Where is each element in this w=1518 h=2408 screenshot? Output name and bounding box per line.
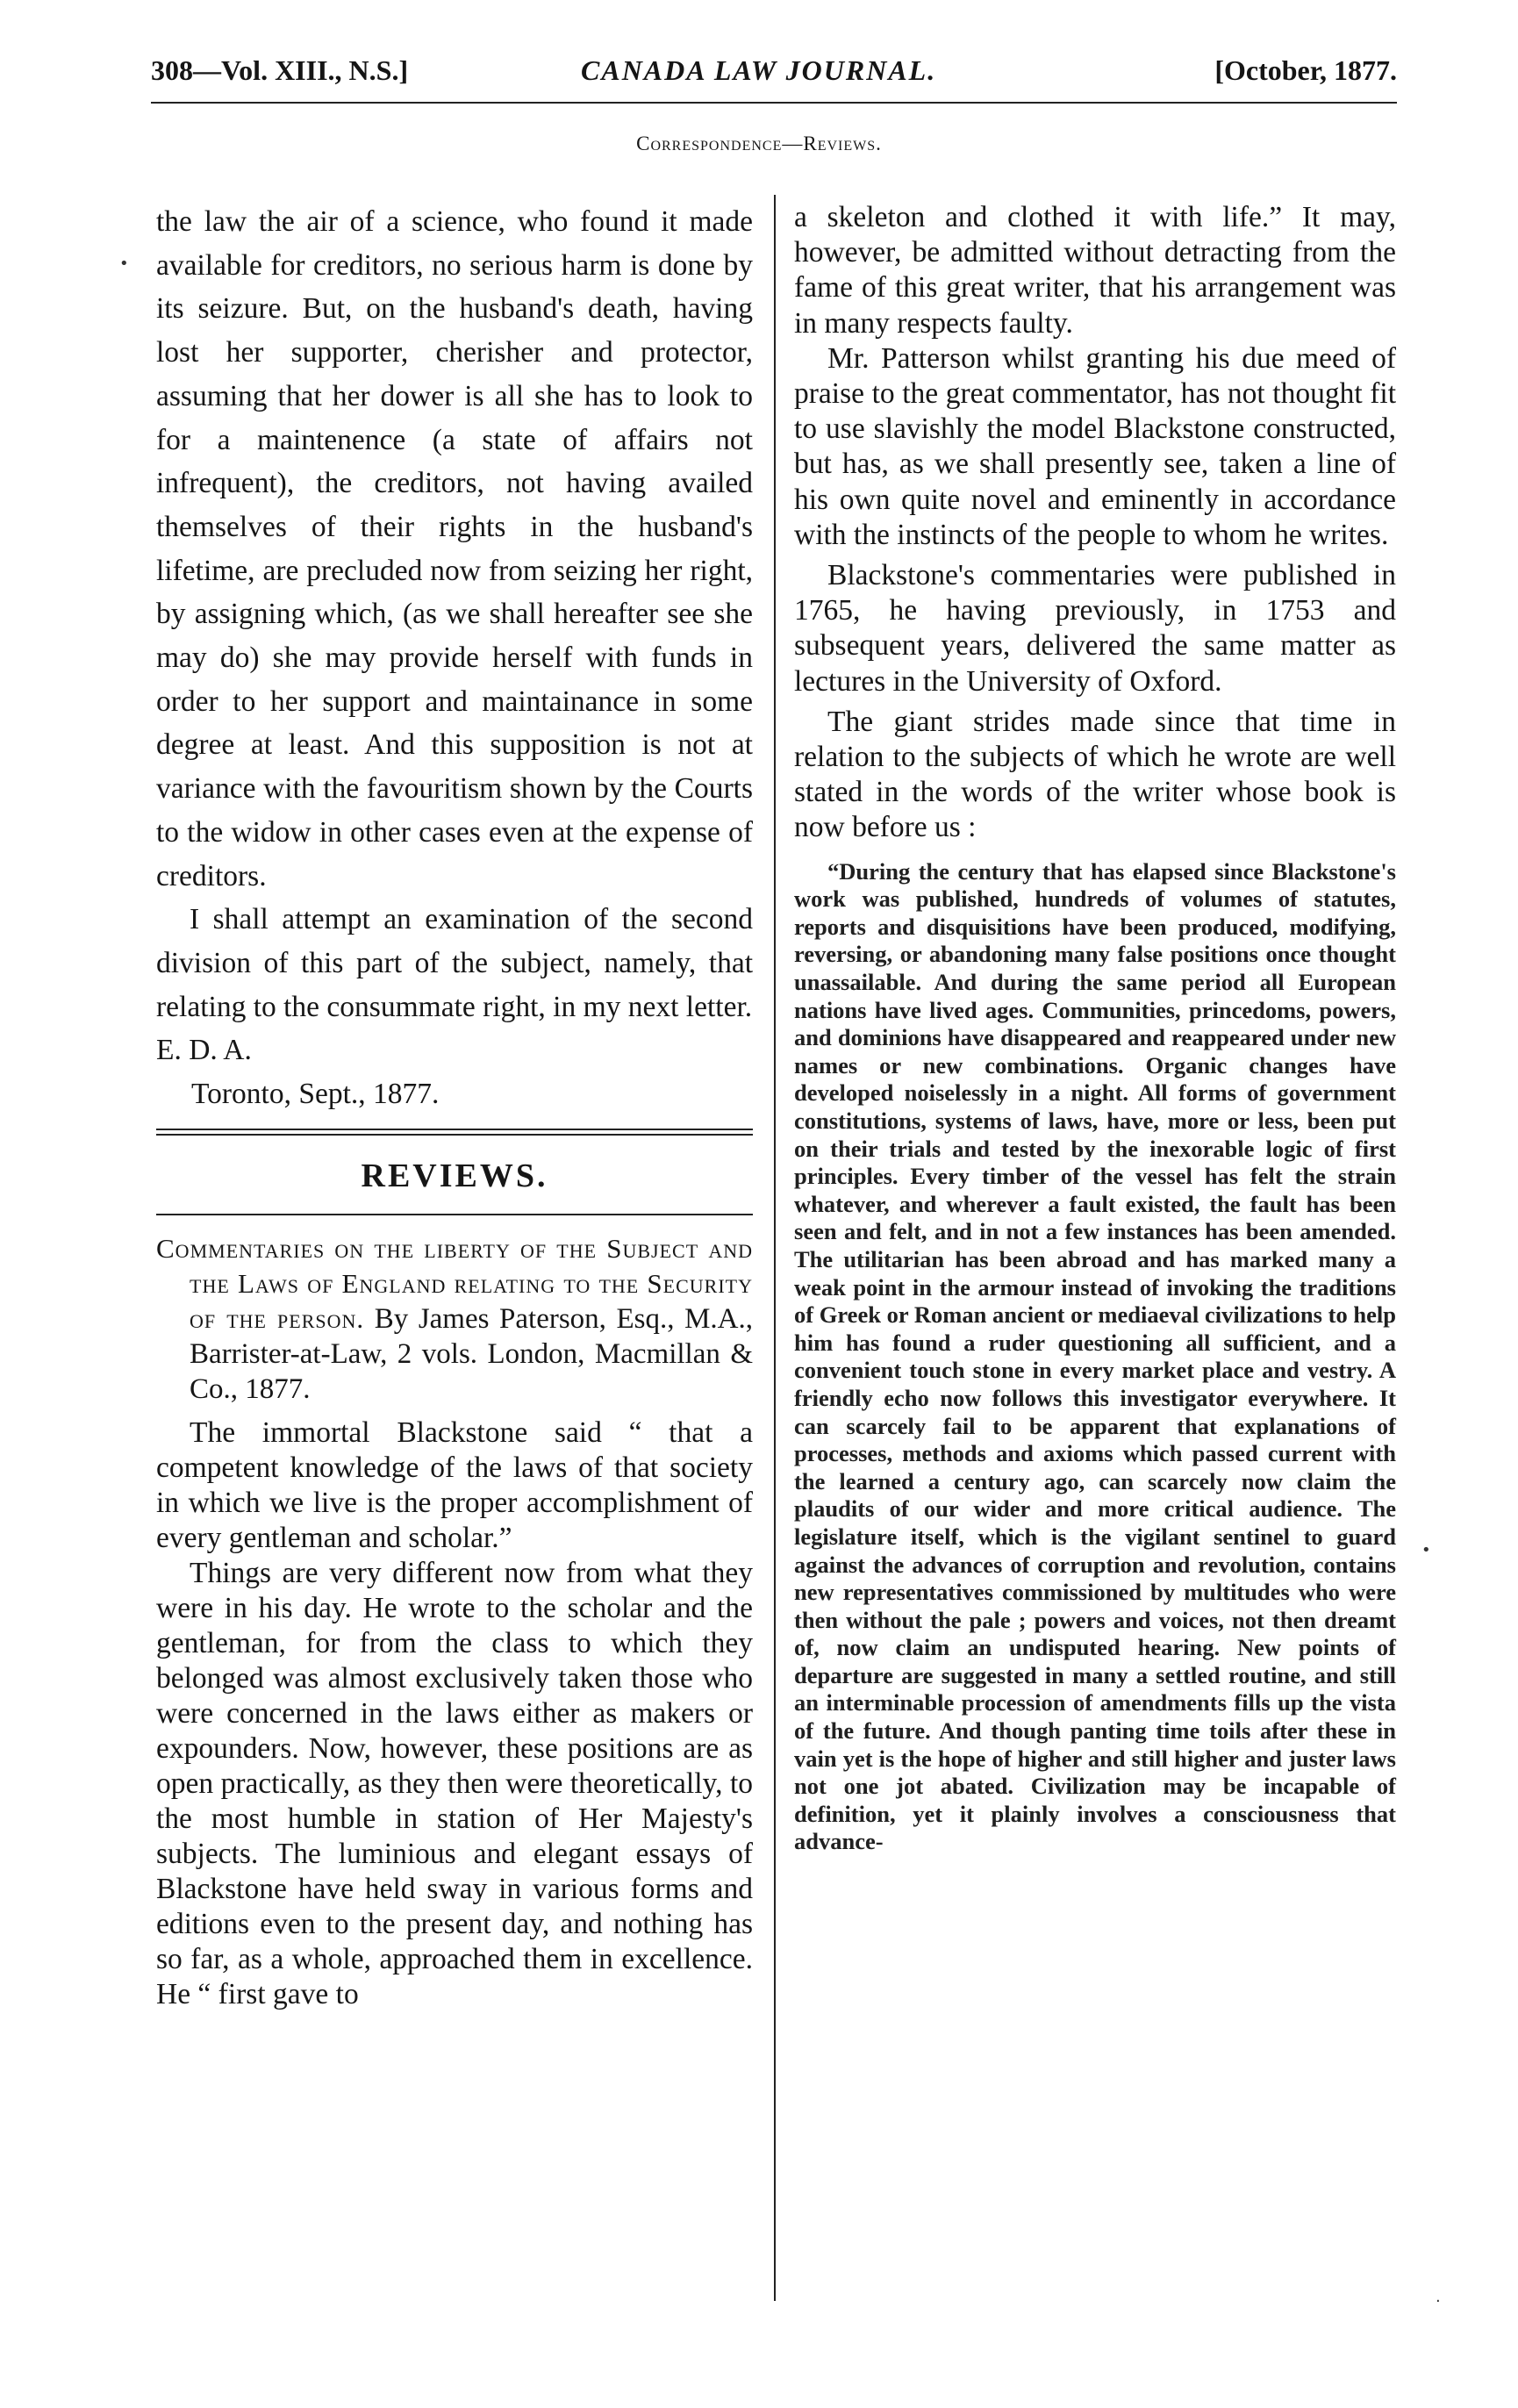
- right-paragraph-4: The giant strides made since that time in relation to the subjects of which he wrote are well stated in the words of the writer whose book is now before us :: [794, 705, 1396, 844]
- left-paragraph-1: the law the air of a science, who found it made available for creditors, no serious harm is done by its seizure. But, on the husband's death, having lost her supporter, cherisher and protector, assuming that her dower is all she has to look to for a maintenence (a state of affairs not infrequent), the creditors, not having availed themselves of their rights in the husband's lifetime, are precluded now from seizing her right, by assigning which, (as we shall hereafter see she may do) she may provide herself with funds in order to her support and maintainance in some degree at least. And this supposition is not at variance with the favouritism shown by the Courts to the widow in other cases even at the expense of creditors.: [156, 205, 753, 892]
- signature: E. D. A.: [156, 1034, 252, 1067]
- left-column: [156, 200, 753, 2012]
- header-journal-title: CANADA LAW JOURNAL.: [581, 54, 937, 86]
- margin-dot-right: •: [1421, 1541, 1431, 1559]
- right-column: [794, 200, 1396, 1856]
- section-title: Correspondence—Reviews.: [636, 133, 882, 154]
- dateline: Toronto, Sept., 1877.: [191, 1078, 440, 1111]
- reviews-heading: REVIEWS.: [361, 1157, 548, 1194]
- review-book-title: [156, 1231, 753, 1407]
- running-header: [151, 51, 1397, 91]
- margin-dot-bottom: ·: [1436, 2292, 1441, 2311]
- review-title-caps: Commentaries on the liberty of the Subject and the Laws of England relating to the Security of the person.: [156, 1233, 753, 1335]
- header-date: [October, 1877.: [1214, 54, 1397, 86]
- left-paragraph-3: The immortal Blackstone said “ that a competent knowledge of the laws of that society in which we live is the proper accomplishment of every gentleman and scholar.”: [156, 1416, 753, 1555]
- reviews-bottom-rule: [156, 1214, 753, 1215]
- right-paragraph-1: a skeleton and clothed it with life.” It may, however, be admitted without detracting from the fame of this great writer, that his arrangement was in many respects faulty.: [794, 201, 1396, 340]
- header-volume: 308—Vol. XIII., N.S.]: [151, 54, 409, 86]
- block-quote: “During the century that has elapsed since Blackstone's work was published, hundreds of volumes of statutes, reports and disquisitions have been produced, modifying, reversing, or abandoning many false positions once thought unassailable. And during the same period all European nations have lived ages. Communities, princedoms, powers, and dominions have disappeared and reappeared under new names or new combinations. Organic changes have developed noiselessly in a night. All forms of government constitutions, systems of laws, have, more or less, been put on their trials and tested by the inexorable logic of first principles. Every timber of the vessel has felt the strain whatever, and wherever a fault existed, the fault has been seen and felt, and in not a few instances has been amended. The utilitarian has been abroad and has marked many a weak point in the armour instead of invoking the traditions of Greek or Roman ancient or mediaeval civilizations to help him has found a ruder questioning all sufficient, and a convenient touch stone in every market place and vestry. A friendly echo now follows this investigator everywhere. It can scarcely fail to be apparent that explanations of processes, methods and axioms which passed current with the learned a century ago, can scarcely now claim the plaudits of our wider and more critical audience. The legislature itself, which is the vigilant sentinel to guard against the advances of corruption and revolution, contains new representatives commissioned by multitudes who were then without the pale ; powers and voices, not then dreamt of, now claim an undisputed hearing. New points of departure are suggested in many a settled routine, and still an interminable procession of amendments fills up the vista of the future. And though panting time toils after these in vain yet is the hope of higher and still higher and juster laws not one jot abated. Civilization may be incapable of definition, yet it plainly involves a consciousness that advance-: [794, 857, 1396, 1855]
- right-paragraph-3: Blackstone's commentaries were published in 1765, he having previously, in 1753 and subsequent years, delivered the same matter as lectures in the University of Oxford.: [794, 559, 1396, 698]
- header-rule: [151, 102, 1397, 104]
- left-paragraph-4: Things are very different now from what they were in his day. He wrote to the scholar and the gentleman, for from the class to which they belonged was almost exclusively taken those who were concerned in the laws either as makers or expounders. Now, however, these positions are as open practically, as they then were theoretically, to the most humble in station of Her Majesty's subjects. The luminious and elegant essays of Blackstone have held sway in various forms and editions even to the present day, and nothing has so far, as a whole, approached them in excellence. He “ first gave to: [156, 1557, 753, 2011]
- review-title-details: By James Paterson, Esq., M.A., Barrister-at-Law, 2 vols. London, Macmillan & Co., 1877.: [190, 1303, 754, 1406]
- left-paragraph-2: I shall attempt an examination of the second division of this part of the subject, namely, that relating to the consummate right, in my next letter.: [156, 903, 753, 1023]
- margin-dot-left: •: [119, 254, 129, 273]
- column-divider: [774, 195, 776, 2301]
- reviews-top-rule-2: [156, 1134, 753, 1136]
- right-paragraph-2: Mr. Patterson whilst granting his due meed of praise to the great commentator, has not thought fit to use slavishly the model Blackstone constructed, but has, as we shall presently see, taken a line of his own quite novel and eminently in accordance with the instincts of the people to whom he writes.: [794, 341, 1396, 551]
- reviews-top-rule: [156, 1129, 753, 1130]
